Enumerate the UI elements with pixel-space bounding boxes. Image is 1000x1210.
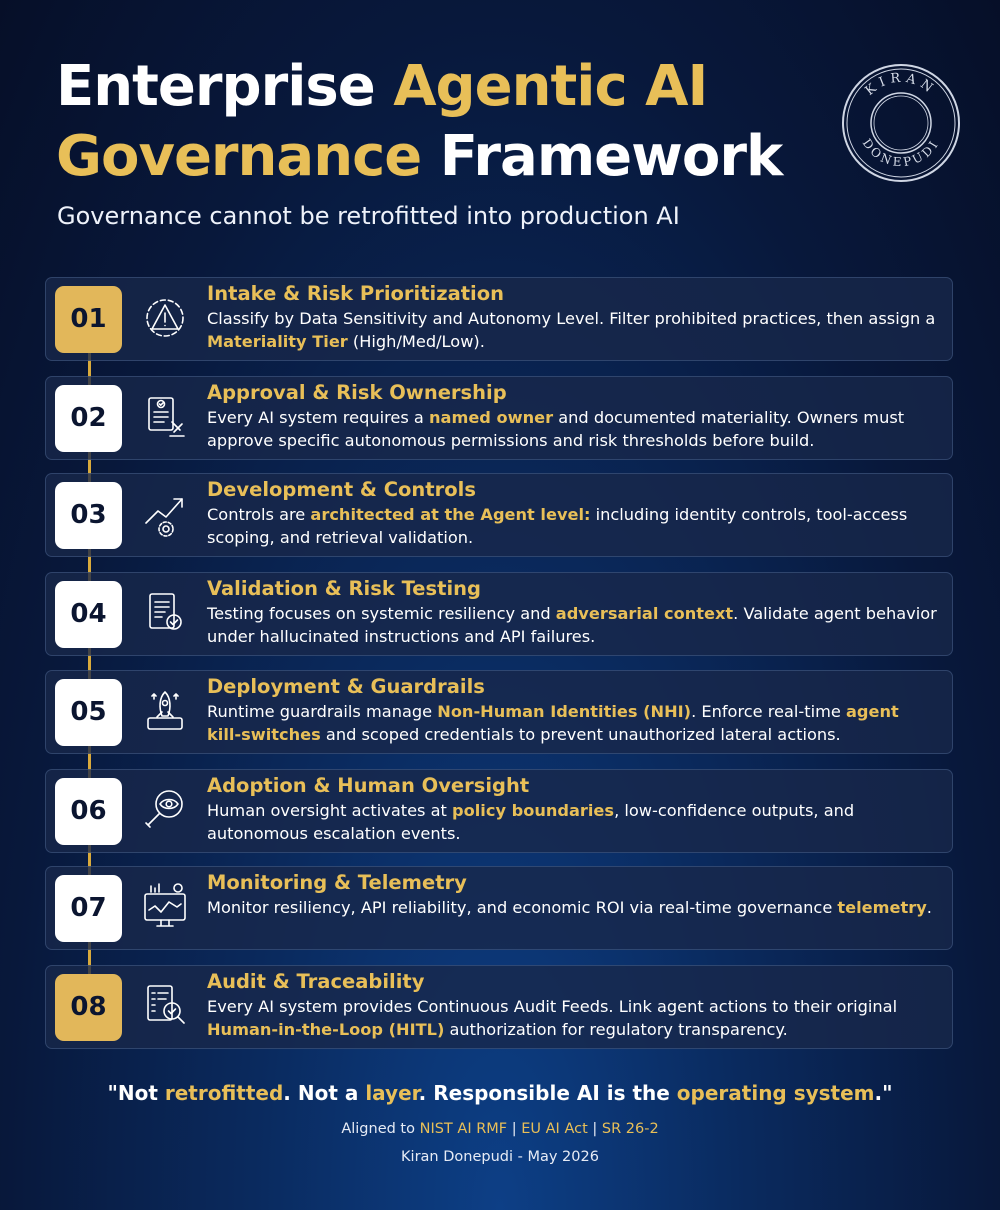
audit-search-icon [140,981,190,1031]
author-stamp-logo [840,62,962,184]
growth-gear-icon [140,489,190,539]
checklist-icon [140,588,190,638]
title-highlight: Governance [56,124,422,189]
step-title: Audit & Traceability [207,970,425,993]
step-description: Controls are architected at the Agent level: including identity controls, tool-access scoping, and retrieval validation. [207,505,908,547]
aligned-frameworks: Aligned to NIST AI RMF | EU AI Act | SR 26-2 [341,1121,659,1137]
step-number-badge: 02 [55,385,122,452]
page-title [56,52,836,192]
step-description: Every AI system requires a named owner and documented materiality. Owners must approve specific autonomous permissions and risk thresholds before build. [207,408,905,450]
step-number-badge: 07 [55,875,122,942]
svg-text:DONEPUDI: DONEPUDI [859,136,943,170]
eye-magnifier-icon [140,785,190,835]
step-number-badge: 04 [55,581,122,648]
svg-text:KIRAN: KIRAN [862,70,940,99]
rocket-launch-icon [140,686,190,736]
step-description: Every AI system provides Continuous Audit Feeds. Link agent actions to their original Human-in-the-Loop (HITL) authorization for regulatory transparency. [207,997,898,1039]
title-part: Enterprise [56,54,394,119]
step-title: Adoption & Human Oversight [207,774,530,797]
step-number-badge: 08 [55,974,122,1041]
step-number-badge: 05 [55,679,122,746]
step-description: Human oversight activates at policy boundaries, low-confidence outputs, and autonomous escalation events. [207,801,855,843]
step-title: Approval & Risk Ownership [207,381,507,404]
byline: Kiran Donepudi - May 2026 [401,1149,599,1165]
step-title: Development & Controls [207,478,476,501]
document-approval-icon [140,392,190,442]
step-description: Testing focuses on systemic resiliency and adversarial context. Validate agent behavior under hallucinated instructions and API failures. [207,604,937,646]
monitor-analytics-icon [140,882,190,932]
step-title: Intake & Risk Prioritization [207,282,505,305]
step-description: Monitor resiliency, API reliability, and economic ROI via real-time governance telemetry. [207,898,932,917]
step-number-badge: 01 [55,286,122,353]
page-subtitle: Governance cannot be retrofitted into production AI [57,202,680,230]
step-title: Monitoring & Telemetry [207,871,467,894]
step-number-badge: 03 [55,482,122,549]
title-part: Framework [421,124,783,189]
step-description: Runtime guardrails manage Non-Human Identities (NHI). Enforce real-time agent kill-switches and scoped credentials to prevent unauthorized lateral actions. [207,702,899,744]
step-title: Validation & Risk Testing [207,577,481,600]
step-title: Deployment & Guardrails [207,675,485,698]
warning-gear-icon [140,293,190,343]
step-number-badge: 06 [55,778,122,845]
title-highlight: Agentic AI [393,54,708,119]
closing-quote: "Not retrofitted. Not a layer. Responsible AI is the operating system." [107,1081,893,1105]
step-description: Classify by Data Sensitivity and Autonomy Level. Filter prohibited practices, then assign a Materiality Tier (High/Med/Low). [207,309,936,351]
